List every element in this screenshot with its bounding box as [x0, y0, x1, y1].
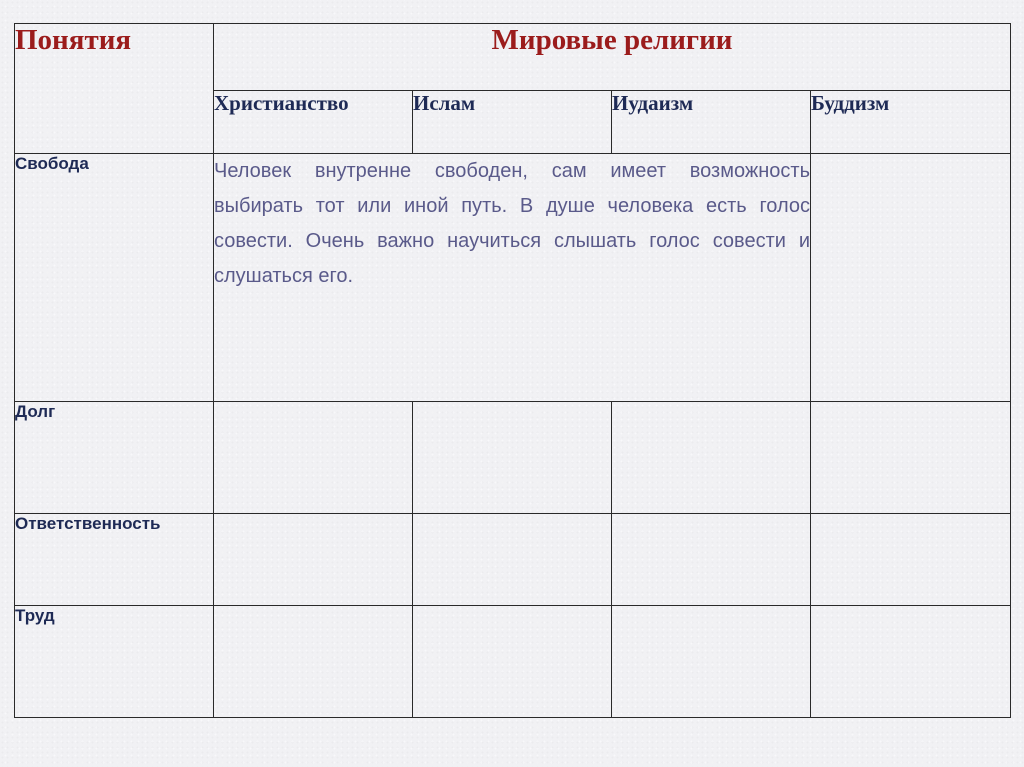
row-label-cell	[15, 606, 214, 718]
row-label-cell	[15, 514, 214, 606]
row-label-responsibility: Ответственность	[15, 514, 161, 533]
freedom-merged-cell	[214, 154, 811, 402]
empty-cell	[811, 514, 1011, 606]
row-label-labor: Труд	[15, 606, 55, 625]
table-row	[15, 154, 1011, 402]
row-label-freedom: Свобода	[15, 154, 89, 173]
column-header-label: Иудаизм	[612, 91, 694, 115]
column-header-label: Ислам	[413, 91, 476, 115]
column-header-christianity	[214, 91, 413, 154]
row-label-cell	[15, 154, 214, 402]
table-row	[15, 514, 1011, 606]
concepts-header: Понятия	[15, 24, 132, 56]
concepts-header-cell	[15, 24, 214, 154]
empty-cell	[413, 606, 612, 718]
empty-cell	[811, 154, 1011, 402]
religions-header-cell	[214, 24, 1011, 91]
empty-cell	[811, 606, 1011, 718]
table-row	[15, 402, 1011, 514]
row-label-cell	[15, 402, 214, 514]
empty-cell	[413, 514, 612, 606]
empty-cell	[214, 514, 413, 606]
column-header-buddhism	[811, 91, 1011, 154]
empty-cell	[413, 402, 612, 514]
religions-header: Мировые религии	[491, 24, 733, 56]
empty-cell	[811, 402, 1011, 514]
empty-cell	[612, 606, 811, 718]
row-label-duty: Долг	[15, 402, 56, 421]
empty-cell	[612, 402, 811, 514]
table-row	[15, 606, 1011, 718]
column-header-judaism	[612, 91, 811, 154]
religions-comparison-table	[14, 23, 1011, 718]
column-header-label: Буддизм	[811, 91, 890, 115]
freedom-description: Человек внутренне свободен, сам имеет возможность выбирать тот или иной путь. В душе человека есть голос совести. Очень важно научиться слышать голос совести и слушаться его.	[214, 160, 810, 287]
column-header-label: Христианство	[214, 91, 349, 115]
empty-cell	[214, 606, 413, 718]
empty-cell	[214, 402, 413, 514]
column-header-islam	[413, 91, 612, 154]
empty-cell	[612, 514, 811, 606]
